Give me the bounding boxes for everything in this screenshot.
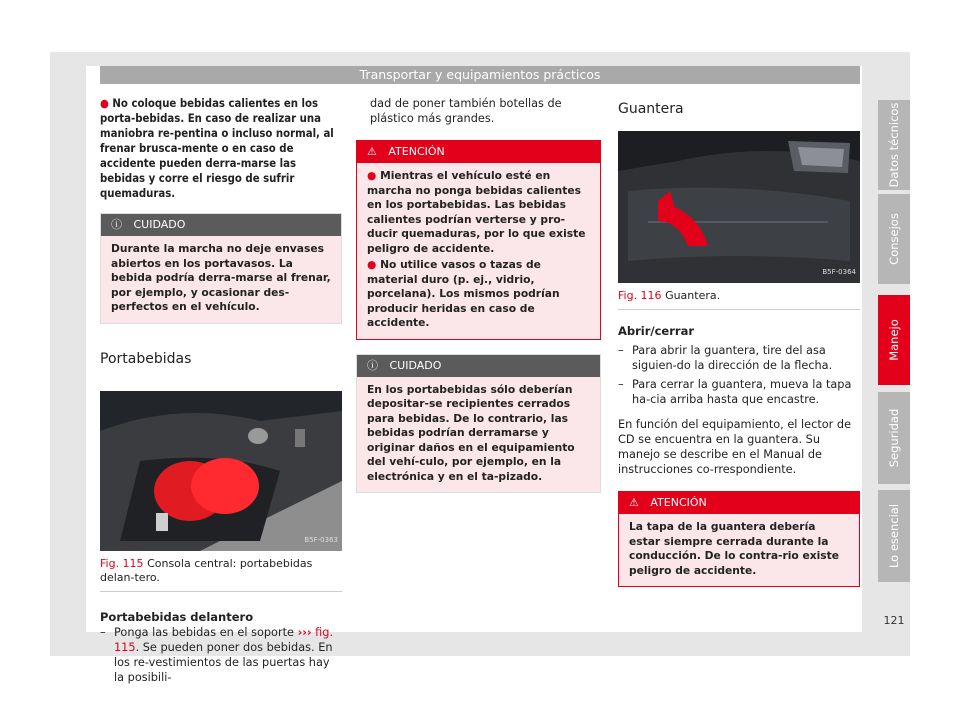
column-2	[356, 96, 601, 493]
figure-number: Fig. 115	[100, 556, 144, 570]
continued-text: dad de poner también botellas de plástico más grandes.	[370, 97, 562, 125]
figure-number: Fig. 116	[618, 289, 662, 302]
figure-glovebox	[618, 131, 860, 283]
dash: –	[618, 378, 624, 391]
item-text: Para cerrar la guantera, mueva la tapa ha-cia arriba hasta que encastre.	[632, 378, 852, 406]
bullet-icon: ●	[100, 97, 109, 110]
attention-text: La tapa de la guantera debería estar siempre cerrada durante la conducción. De lo contra-rio existe peligro de accidente.	[629, 520, 840, 577]
tab-lo-esencial[interactable]: Lo esencial	[878, 490, 910, 582]
subsection-title: Portabebidas delantero	[100, 609, 254, 624]
glovebox-illustration	[618, 131, 860, 283]
figure-ref: B5F-0364	[822, 268, 856, 276]
attention-title: ATENCIÓN	[650, 496, 707, 509]
list-item	[618, 343, 860, 373]
attention-box	[618, 491, 860, 587]
figure-cupholder	[100, 391, 342, 551]
warning-bullet-text: No coloque bebidas calientes en los porta-bebidas. En caso de realizar una maniobra re-pentina o incluso normal, al frenar brusca-mente o en caso de accidente pueden derra-marse las bebidas y corre el riesgo de sufrir quemaduras.	[100, 97, 334, 200]
attention-box	[356, 140, 601, 340]
figure-caption-text: Consola central: portabebidas delan-tero.	[100, 556, 313, 584]
cupholder-illustration	[100, 391, 342, 551]
attention-header	[619, 492, 859, 514]
list-item	[618, 377, 860, 407]
caution-text: En los portabebidas sólo deberían depositar-se recipientes cerrados para bebidas. De lo contrario, las bebidas podrían derramarse y originar daños en el equipamiento del vehí-culo, por ejemplo, en la electrónica y en el ta-pizado.	[367, 382, 575, 483]
figure-caption	[618, 289, 860, 303]
item-text: Ponga las bebidas en el soporte	[114, 625, 294, 639]
attention-bullet-1: Mientras el vehículo esté en marcha no ponga bebidas calientes en los portabebidas. Las bebidas calientes podrían verterse y pro-ducir quemaduras, por lo que existe peligro de accidente.	[367, 169, 586, 255]
page-header: Transportar y equipamientos prácticos	[100, 66, 860, 84]
caution-header	[101, 214, 341, 236]
caution-box	[100, 213, 342, 324]
section-title-guantera: Guantera	[618, 101, 684, 117]
tab-datos-tecnicos[interactable]: Datos técnicos	[878, 100, 910, 190]
tab-consejos[interactable]: Consejos	[878, 194, 910, 284]
column-3	[618, 96, 860, 587]
arrow-icon: ›››	[297, 625, 312, 639]
caution-text: Durante la marcha no deje envases abiertos en los portavasos. La bebida podría derra-marse al frenar, por ejemplo, y ocasionar des-perfectos en el vehículo.	[111, 242, 331, 313]
caution-title: CUIDADO	[133, 218, 186, 231]
attention-bullet-2: No utilice vasos o tazas de material duro (p. ej., vidrio, porcelana). Los mismos podrían producir heridas en caso de accidente.	[367, 258, 560, 329]
warning-bullet	[100, 96, 342, 201]
paragraph: En función del equipamiento, el lector de CD se encuentra en la guantera. Su manejo se describe en el Manual de instrucciones co-rrespondiente.	[618, 418, 852, 476]
bullet-icon: ●	[367, 169, 377, 182]
page-number: 121	[883, 614, 905, 627]
figure-link[interactable]: fig. 115	[114, 625, 334, 654]
info-circle-icon: ⓘ	[111, 218, 122, 231]
item-text-cont: . Se pueden poner dos bebidas. En los re-vestimientos de las puertas hay la posibili-	[114, 640, 333, 684]
attention-header	[357, 141, 600, 163]
caution-box	[356, 354, 601, 494]
attention-body	[357, 163, 600, 339]
attention-title: ATENCIÓN	[388, 145, 445, 158]
info-circle-icon: ⓘ	[367, 358, 378, 372]
bullet-icon: ●	[367, 258, 377, 271]
caution-title: CUIDADO	[389, 358, 442, 372]
divider	[618, 309, 860, 310]
warning-triangle-icon: ⚠	[629, 496, 639, 509]
figure-ref: B5F-0363	[304, 535, 338, 544]
divider	[100, 591, 342, 592]
column-1	[100, 96, 342, 685]
dash: –	[100, 625, 106, 639]
section-title-portabebidas: Portabebidas	[100, 350, 192, 367]
caution-header	[357, 355, 600, 377]
item-text: Para abrir la guantera, tire del asa siguien-do la dirección de la flecha.	[632, 344, 833, 372]
figure-caption	[100, 557, 342, 585]
list-item	[100, 625, 342, 685]
tab-seguridad[interactable]: Seguridad	[878, 392, 910, 484]
warning-triangle-icon: ⚠	[367, 145, 377, 158]
figure-caption-text: Guantera.	[665, 289, 721, 302]
tab-manejo[interactable]: Manejo	[878, 295, 910, 385]
subsection-title: Abrir/cerrar	[618, 324, 695, 338]
dash: –	[618, 344, 624, 357]
